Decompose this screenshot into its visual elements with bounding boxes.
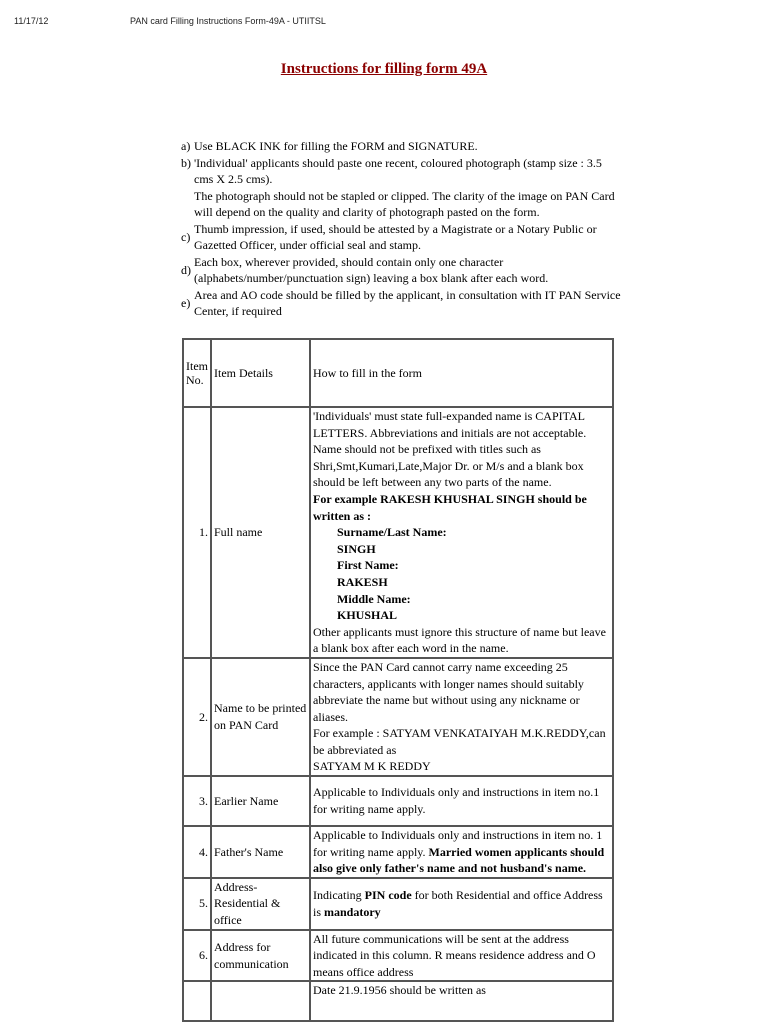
item-number bbox=[183, 981, 211, 1021]
instruction-c bbox=[181, 221, 621, 254]
how-to-fill: All future communications will be sent at the address indicated in this column. R means residence address and O means office address bbox=[310, 930, 613, 982]
instruction-text: Use BLACK INK for filling the FORM and SIGNATURE. bbox=[194, 139, 478, 153]
instruction-letter: d) bbox=[181, 262, 191, 277]
instruction-extra: The photograph should not be stapled or clipped. The clarity of the image on PAN Card will depend on the quality and clarity of photograph pasted on the form. bbox=[194, 188, 615, 219]
item-number: 1. bbox=[183, 407, 211, 658]
item-details: Father's Name bbox=[211, 826, 310, 878]
instruction-text: Thumb impression, if used, should be attested by a Magistrate or a Notary Public or Gazetted Officer, under official seal and stamp. bbox=[194, 221, 597, 252]
table-row bbox=[183, 981, 613, 1021]
item-details: Full name bbox=[211, 407, 310, 658]
item-number: 4. bbox=[183, 826, 211, 878]
instruction-letter: a) bbox=[181, 139, 191, 153]
name-note: Other applicants must ignore this structure of name but leave a blank box after each word in the name. bbox=[313, 624, 606, 656]
instructions-list bbox=[181, 138, 621, 320]
how-to-fill: Applicable to Individuals only and instructions in item no.1 for writing name apply. bbox=[310, 776, 613, 826]
item-details bbox=[211, 981, 310, 1021]
how-to-fill: Applicable to Individuals only and instructions in item no. 1 for writing name apply. Married women applicants should also give only father's name and not husband's name. bbox=[310, 826, 613, 878]
table-row bbox=[183, 930, 613, 982]
page-title: Instructions for filling form 49A bbox=[280, 61, 488, 77]
item-number: 3. bbox=[183, 776, 211, 826]
instruction-text: 'Individual' applicants should paste one recent, coloured photograph (stamp size : 3.5 cms X 2.5 cms). bbox=[194, 155, 602, 186]
table-row bbox=[183, 826, 613, 878]
item-details: Address for communication bbox=[211, 930, 310, 982]
item-number: 5. bbox=[183, 878, 211, 930]
table-row bbox=[183, 658, 613, 776]
how-to-fill: Date 21.9.1956 should be written as bbox=[310, 981, 613, 1021]
instruction-e bbox=[181, 287, 621, 320]
instruction-d bbox=[181, 254, 621, 287]
how-to-fill: Since the PAN Card cannot carry name exceeding 25 characters, applicants with longer names should suitably abbreviate the name but without using any nickname or aliases. For example : SATYAM VENKATAIYAH M.K.REDDY,can be abbreviated as SATYAM M K REDDY bbox=[310, 658, 613, 776]
instruction-b bbox=[181, 155, 621, 221]
header-item-details: Item Details bbox=[211, 339, 310, 407]
header-item-no: Item No. bbox=[183, 339, 211, 407]
instruction-letter: e) bbox=[181, 295, 191, 310]
example-intro: For example RAKESH KHUSHAL SINGH should be written as : bbox=[313, 491, 587, 523]
item-details: Address-Residential & office bbox=[211, 878, 310, 930]
table-row bbox=[183, 776, 613, 826]
print-date: 11/17/12 bbox=[14, 16, 49, 26]
item-number: 2. bbox=[183, 658, 211, 776]
print-page-title: PAN card Filling Instructions Form-49A - UTIITSL bbox=[130, 16, 326, 26]
instruction-letter: b) bbox=[181, 155, 191, 170]
table-row bbox=[183, 407, 613, 658]
instruction-letter: c) bbox=[181, 229, 191, 244]
header-how-to-fill: How to fill in the form bbox=[310, 339, 613, 407]
print-header bbox=[0, 16, 768, 32]
instruction-text: Area and AO code should be filled by the applicant, in consultation with IT PAN Service Center, if required bbox=[194, 287, 621, 318]
how-to-fill: Indicating PIN code for both Residential and office Address is mandatory bbox=[310, 878, 613, 930]
instruction-a bbox=[181, 138, 621, 155]
item-number: 6. bbox=[183, 930, 211, 982]
instruction-text: Each box, wherever provided, should contain only one character (alphabets/number/punctuation sign) leaving a box blank after each word. bbox=[194, 254, 549, 285]
item-details: Name to be printed on PAN Card bbox=[211, 658, 310, 776]
how-to-fill: 'Individuals' must state full-expanded name is CAPITAL LETTERS. Abbreviations and initials are not acceptable. Name should not be prefixed with titles such as Shri,Smt,Kumari,Late,Major Dr. or M/s and a blank box should be left between any two parts of the name. For example RAKESH KHUSHAL SINGH should be written as : Surname/Last Name: SINGH First Name: RAKESH Middle Name: KHUSHAL Other applicants must ignore this structure of name but leave a blank box after each word in the name. bbox=[310, 407, 613, 658]
table-row bbox=[183, 878, 613, 930]
item-details: Earlier Name bbox=[211, 776, 310, 826]
instructions-table bbox=[182, 338, 614, 1022]
table-header-row bbox=[183, 339, 613, 407]
